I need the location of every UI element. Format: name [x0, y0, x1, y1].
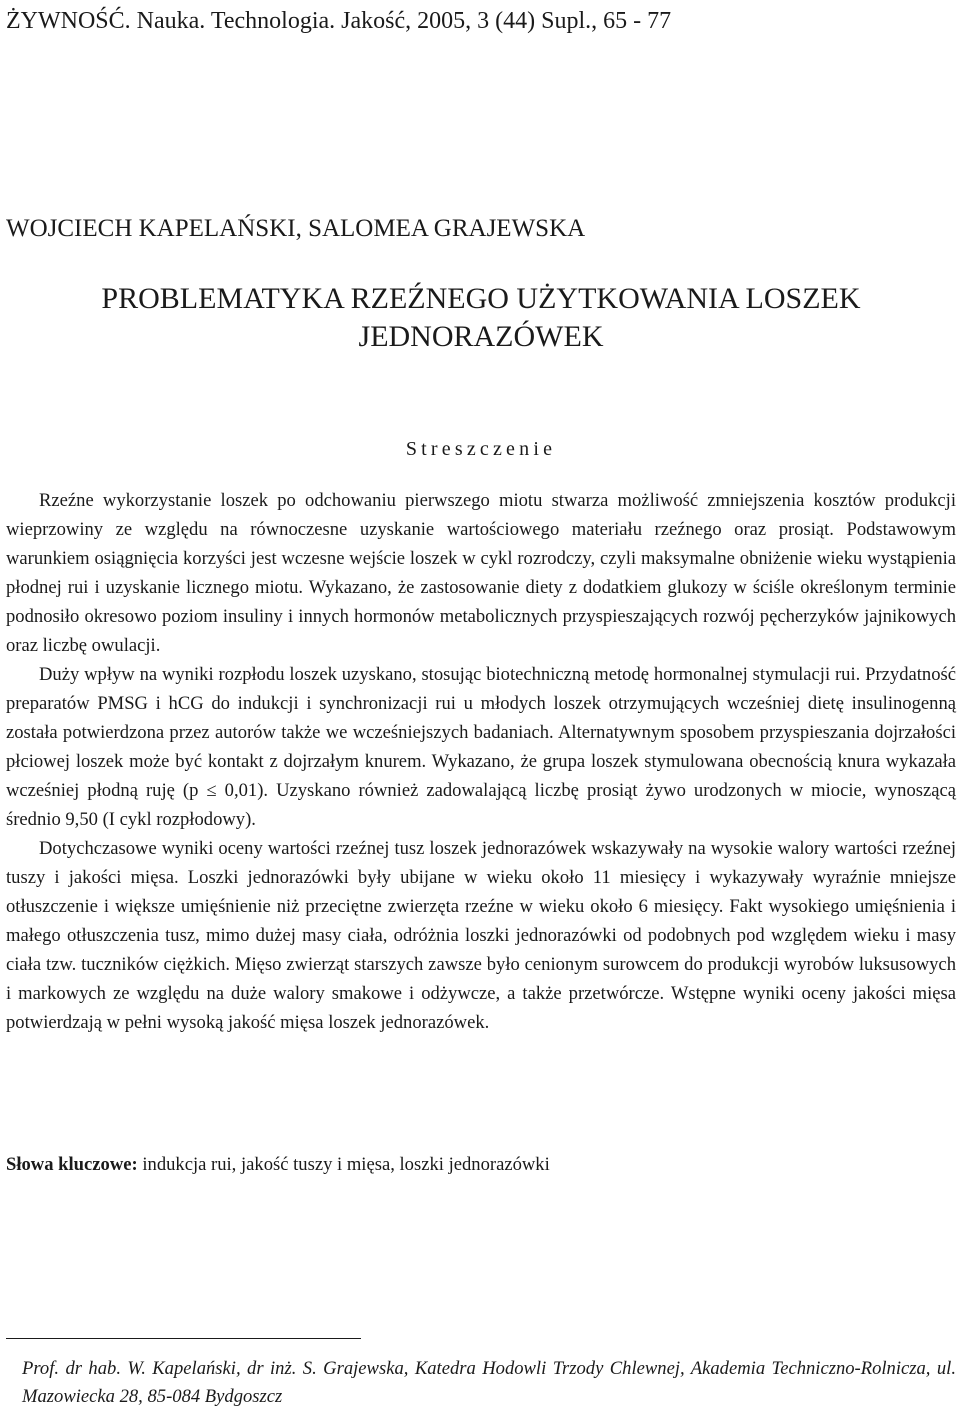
keywords: [6, 1150, 956, 1179]
keywords-text: indukcja rui, jakość tuszy i mięsa, loszki jednorazówki: [137, 1154, 550, 1175]
paper-title-line-2: JEDNORAZÓWEK: [358, 320, 604, 353]
journal-header: ŻYWNOŚĆ. Nauka. Technologia. Jakość, 2005, 3 (44) Supl., 65 - 77: [6, 8, 672, 34]
paper-title: [6, 280, 956, 356]
abstract-body: [6, 486, 956, 1037]
authors: WOJCIECH KAPELAŃSKI, SALOMEA GRAJEWSKA: [6, 215, 586, 242]
footnote-divider: [6, 1338, 361, 1339]
abstract-paragraph: Dotychczasowe wyniki oceny wartości rzeźnej tusz loszek jednorazówek wskazywały na wysokie walory wartości rzeźnej tuszy i jakości mięsa. Loszki jednorazówki były ubijane w wieku około 11 miesięcy i wykazywały wyraźnie mniejsze otłuszczenie i większe umięśnienie niż przeciętne zwierzęta rzeźne w wieku około 6 miesięcy. Fakt wysokiego umięśnienia i małego otłuszczenia tusz, mimo dużej masy ciała, odróżnia loszki jednorazówki od podobnych pod względem wieku i masy ciała tzw. tuczników ciężkich. Mięso zwierząt starszych zawsze było cenionym surowcem do produkcji wyrobów luksusowych i markowych ze względu na duże walory smakowe i odżywcze, a także przetwórcze. Wstępne wyniki oceny jakości mięsa potwierdzają w pełni wysoką jakość mięsa loszek jednorazówek.: [6, 838, 956, 1033]
abstract-paragraph: Duży wpływ na wyniki rozpłodu loszek uzyskano, stosując biotechniczną metodę hormonalnej stymulacji rui. Przydatność preparatów PMSG i hCG do indukcji i synchronizacji rui u młodych loszek otrzymujących wcześniej dietę insulinogenną została potwierdzona przez autorów także we wcześniejszych badaniach. Alternatywnym sposobem przyspieszania dojrzałości płciowej loszek może być kontakt z dojrzałym knurem. Wykazano, że grupa loszek stymulowana obecnością knura wykazała wcześniej płodną ruję (p ≤ 0,01). Uzyskano również zadowalającą liczbę prosiąt żywo urodzonych w miocie, wynoszącą średnio 9,50 (I cykl rozpłodowy).: [6, 664, 956, 830]
abstract-heading: Streszczenie: [405, 438, 557, 460]
abstract-paragraph: Rzeźne wykorzystanie loszek po odchowaniu pierwszego miotu stwarza możliwość zmniejszenia kosztów produkcji wieprzowiny ze względu na równoczesne uzyskanie wartościowego materiału rzeźnego oraz prosiąt. Podstawowym warunkiem osiągnięcia korzyści jest wczesne wejście loszek w cykl rozrodczy, czyli maksymalne obniżenie wieku wystąpienia płodnej rui i uzyskanie licznego miotu. Wykazano, że zastosowanie diety z dodatkiem glukozy w ściśle określonym terminie podnosiło okresowo poziom insuliny i innych hormonów metabolicznych przyspieszających rozwój pęcherzyków jajnikowych oraz liczbę owulacji.: [6, 490, 956, 656]
author-affiliation-footnote: Prof. dr hab. W. Kapelański, dr inż. S. Grajewska, Katedra Hodowli Trzody Chlewnej, Akademia Techniczno-Rolnicza, ul. Mazowiecka 28, 85-084 Bydgoszcz: [22, 1358, 956, 1407]
keywords-label: Słowa kluczowe:: [6, 1154, 138, 1175]
paper-title-line-1: PROBLEMATYKA RZEŹNEGO UŻYTKOWANIA LOSZEK: [101, 282, 861, 315]
